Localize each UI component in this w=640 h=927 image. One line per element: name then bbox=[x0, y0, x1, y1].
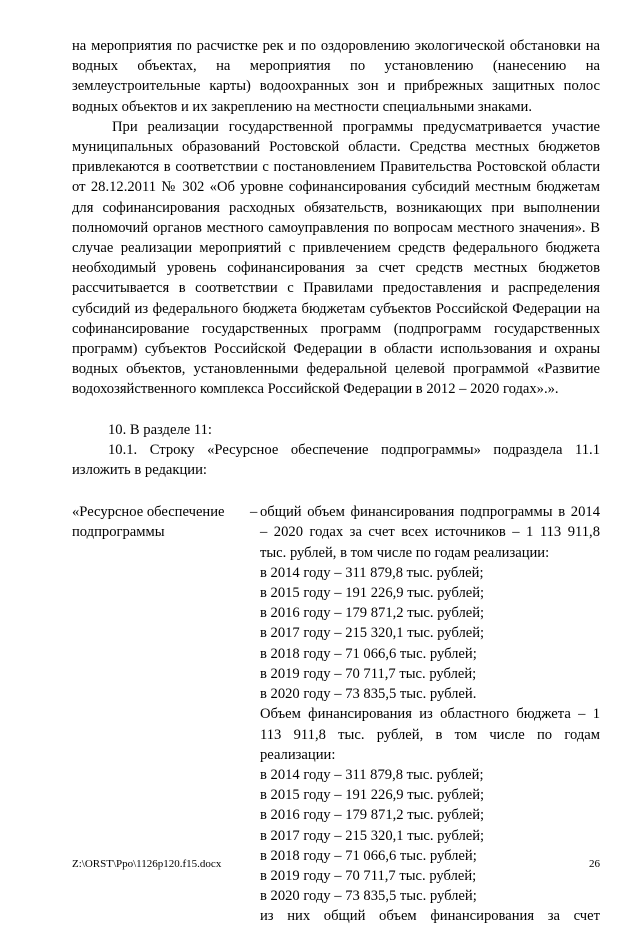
file-path: Z:\ORST\Ppo\1126p120.f15.docx bbox=[72, 858, 222, 870]
page-number: 26 bbox=[589, 858, 600, 870]
funding-paragraph: При реализации государственной программы предусматривается участие муниципальных образований Ростовской области. Средства местных бюджетов привлекаются в соответствии с постановлением Правительства Ростовской области от 28.12.2011 № 302 «Об уровне софинансирования субсидий местным бюджетам для софинансирования расходных обязательств, возникающих при выполнении полномочий органов местного самоуправления по вопросам местного значения». В случае реализации мероприятий с привлечением средств федерального бюджета необходимый уровень софинансирования за счет средств местных бюджетов рассчитывается в соответствии с Правилами предоставления и распределения субсидий из федерального бюджета бюджетам субъектов Российской Федерации на софинансирование государственных программ (подпрограмм государственных программ) субъектов Российской Федерации в области использования и охраны водных объектов, установленными федеральной целевой программой «Развитие водохозяйственного комплекса Российской Федерации в 2012 – 2020 годах».». bbox=[72, 118, 600, 398]
regional-year-line: в 2015 году – 191 226,9 тыс. рублей; bbox=[260, 787, 485, 804]
total-year-line: в 2019 году – 70 711,7 тыс. рублей; bbox=[260, 665, 477, 682]
total-year-line: в 2015 году – 191 226,9 тыс. рублей; bbox=[260, 585, 485, 602]
section-subitem: 10.1. Строку «Ресурсное обеспечение подпрограммы» подраздела 11.1 изложить в редакции: bbox=[72, 441, 600, 479]
total-year-line: в 2017 году – 215 320,1 тыс. рублей; bbox=[260, 625, 485, 642]
total-funding-text: общий объем финансирования подпрограммы в 2014 – 2020 годах за счет всех источников – 1 113 911,8 тыс. рублей, в том числе по годам реализации: bbox=[260, 504, 600, 561]
intro-paragraph: на мероприятия по расчистке рек и по оздоровлению экологической обстановки на водных объектах, на мероприятия по установлению (нанесению на землеустроительные карты) водоохранных зон и прибрежных защитных полос водных объектов и их закреплению на местности специальными знаками. bbox=[72, 38, 600, 115]
regional-year-line: в 2017 году – 215 320,1 тыс. рублей; bbox=[260, 827, 485, 844]
regional-funding-text: Объем финансирования из областного бюджета – 1 113 911,8 тыс. рублей, в том числе по годам реализации: bbox=[260, 706, 600, 763]
total-year-line: в 2016 году – 179 871,2 тыс. рублей; bbox=[260, 605, 485, 622]
regional-year-line: в 2014 году – 311 879,8 тыс. рублей; bbox=[260, 766, 484, 783]
section-item: 10. В разделе 11: bbox=[108, 421, 212, 438]
regional-year-line: в 2016 году – 179 871,2 тыс. рублей; bbox=[260, 807, 485, 824]
regional-year-line: в 2018 году – 71 066,6 тыс. рублей; bbox=[260, 847, 477, 864]
table-left-label: «Ресурсное обеспечение подпрограммы bbox=[72, 504, 225, 541]
spacer bbox=[72, 480, 600, 502]
document-page bbox=[72, 36, 600, 927]
total-year-line: в 2020 году – 73 835,5 тыс. рублей. bbox=[260, 686, 477, 703]
regional-year-line: в 2020 году – 73 835,5 тыс. рублей; bbox=[260, 888, 477, 905]
page-footer bbox=[72, 857, 600, 871]
regional-year-line: в 2019 году – 70 711,7 тыс. рублей; bbox=[260, 867, 477, 884]
tail-text: из них общий объем финансирования за счет bbox=[260, 908, 600, 925]
total-year-line: в 2014 году – 311 879,8 тыс. рублей; bbox=[260, 564, 484, 581]
table-dash: – bbox=[250, 504, 258, 521]
total-year-line: в 2018 году – 71 066,6 тыс. рублей; bbox=[260, 645, 477, 662]
spacer bbox=[72, 400, 600, 420]
